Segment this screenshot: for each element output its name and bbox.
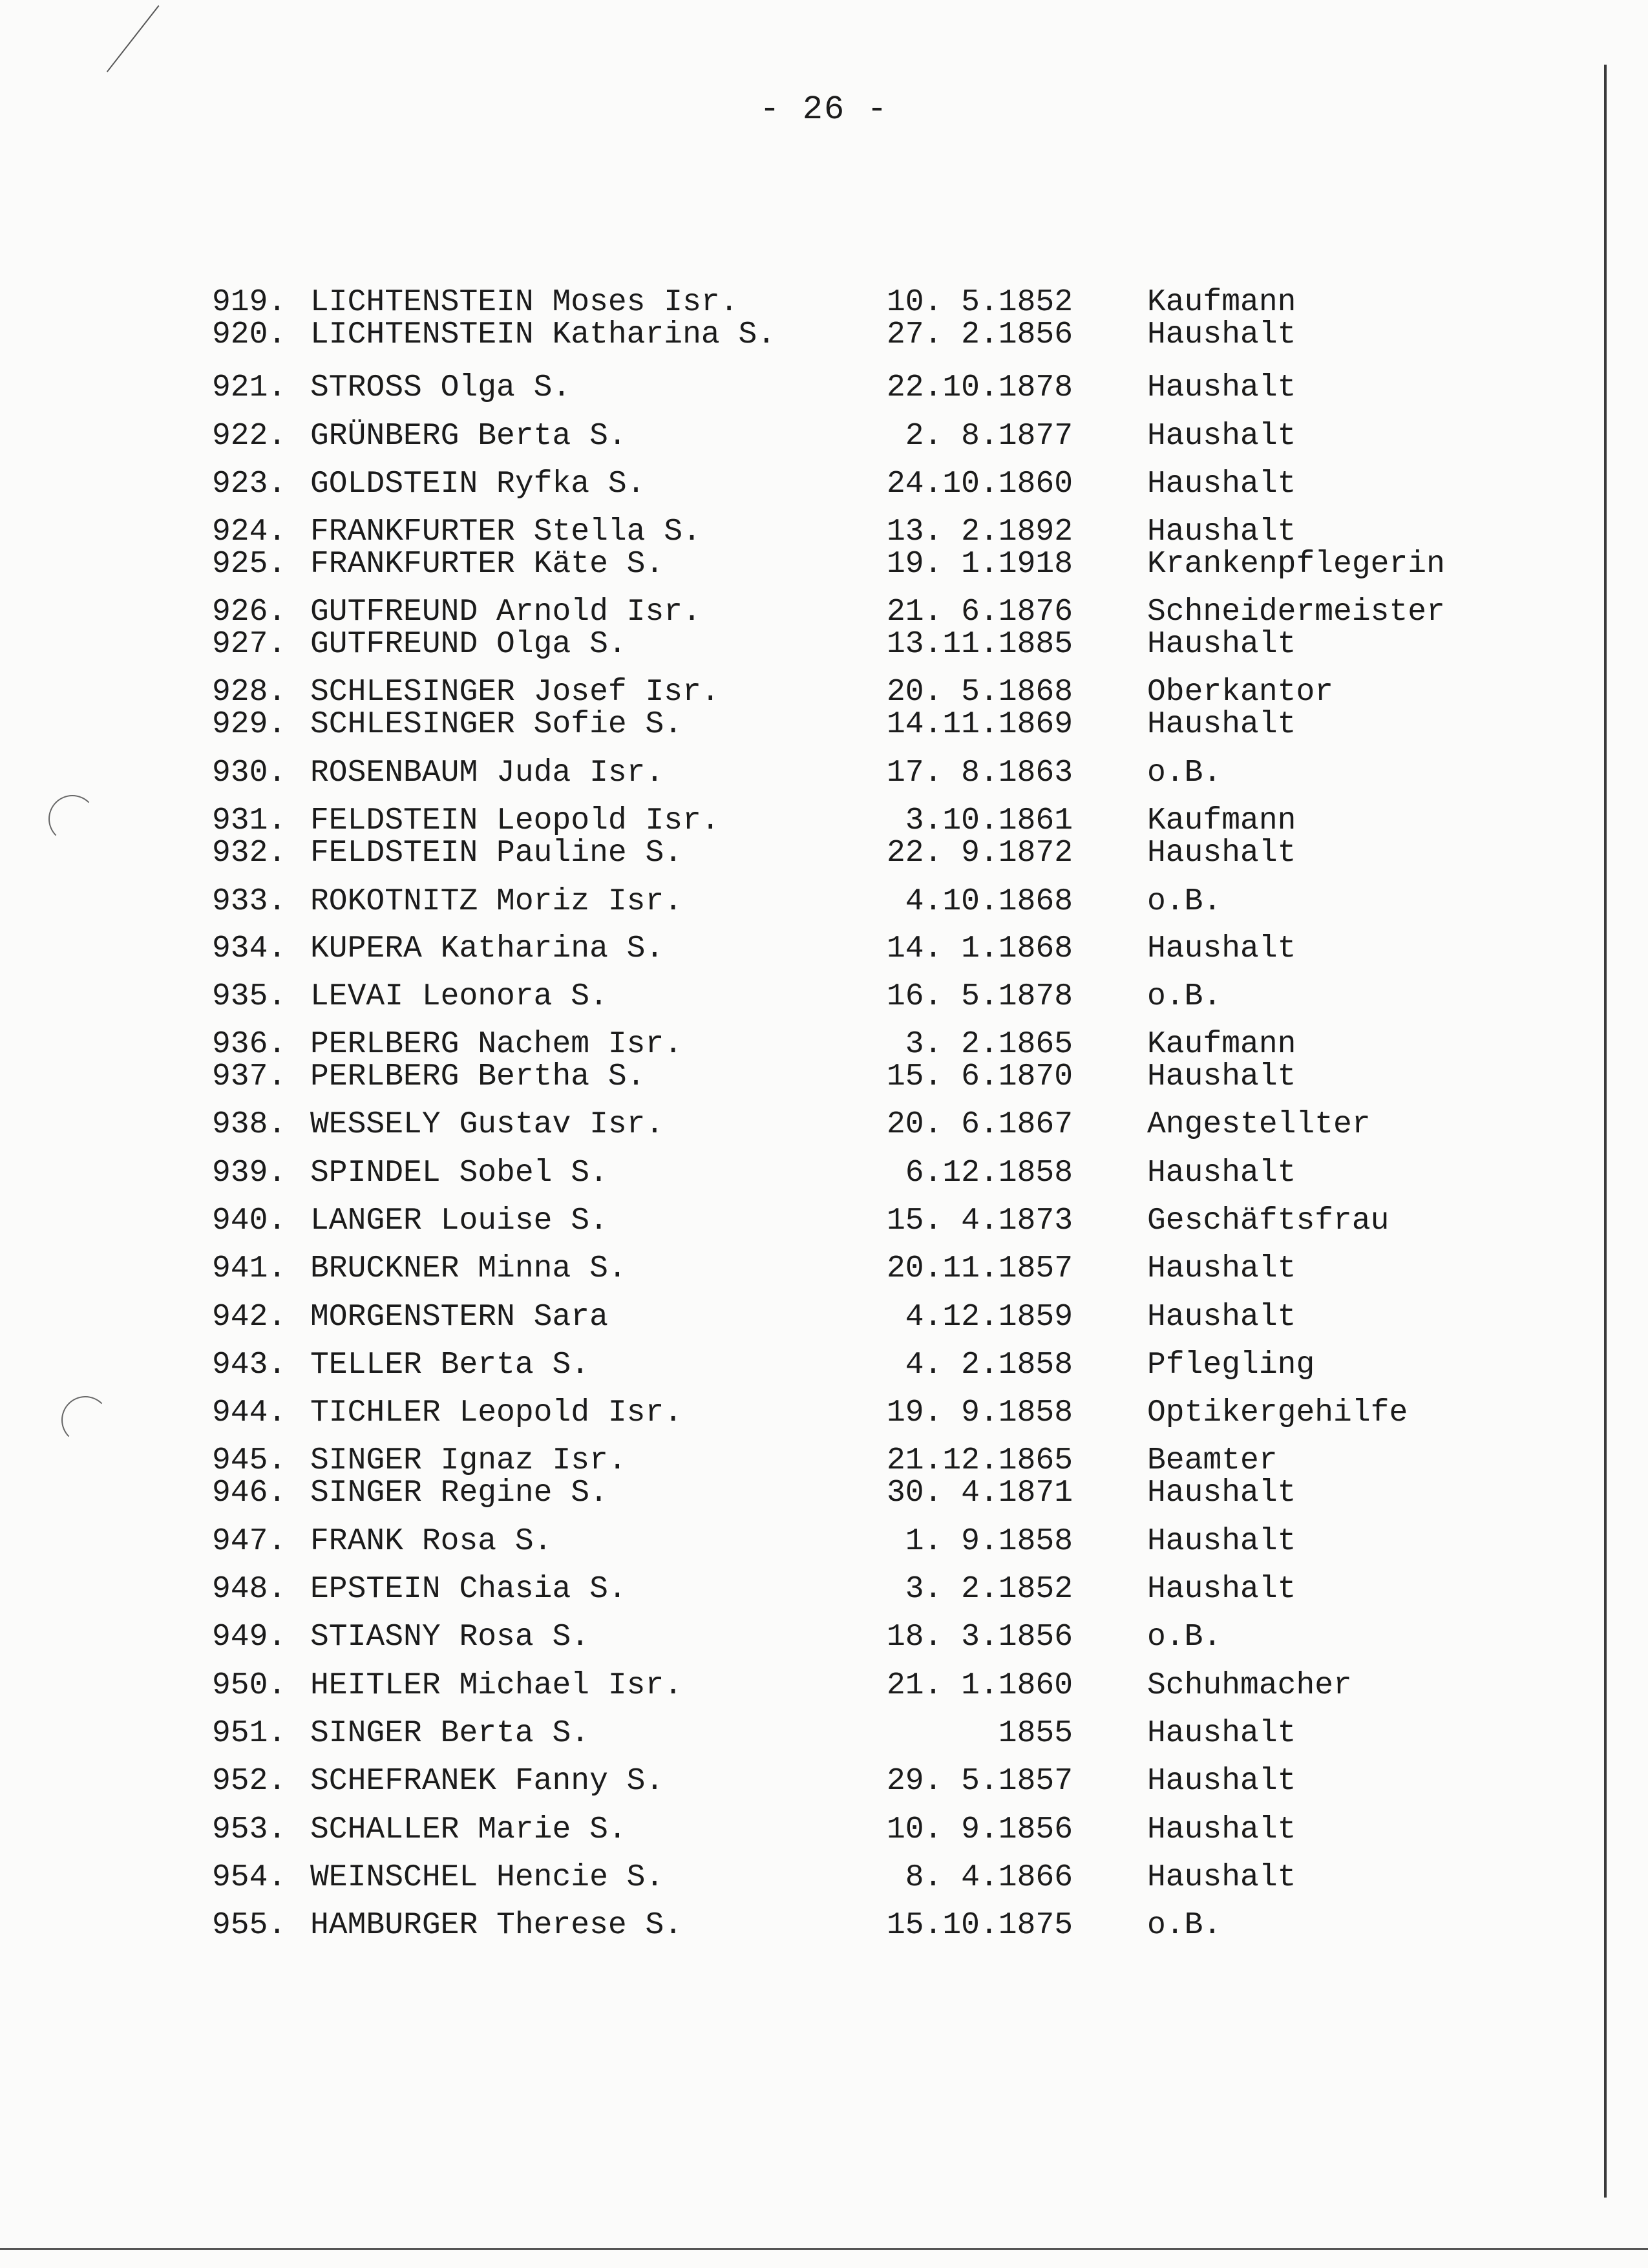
- entry-birthdate: 21. 6.1876: [886, 595, 1073, 630]
- entry-birthdate: 3. 2.1865: [905, 1027, 1073, 1062]
- entry-name: SCHLESINGER Josef Isr.: [310, 675, 720, 710]
- list-item: [0, 836, 1648, 870]
- entry-name: LANGER Louise S.: [310, 1203, 608, 1238]
- entry-name: FRANKFURTER Stella S.: [310, 514, 701, 549]
- entry-number: 922.: [212, 419, 287, 454]
- entry-number: 953.: [212, 1812, 287, 1847]
- entry-birthdate: 15. 6.1870: [886, 1059, 1073, 1094]
- entry-name: ROSENBAUM Juda Isr.: [310, 756, 664, 790]
- entry-name: MORGENSTERN Sara: [310, 1300, 608, 1335]
- entry-name: HAMBURGER Therese S.: [310, 1908, 683, 1943]
- list-item: [0, 1669, 1648, 1702]
- list-item: [0, 1813, 1648, 1847]
- list-item: [0, 932, 1648, 966]
- entry-name: EPSTEIN Chasia S.: [310, 1572, 627, 1607]
- entry-birthdate: 19. 1.1918: [886, 547, 1073, 582]
- entry-number: 936.: [212, 1027, 287, 1062]
- entry-number: 934.: [212, 931, 287, 966]
- entry-occupation: Haushalt: [1147, 627, 1296, 662]
- entry-birthdate: 1855: [998, 1716, 1073, 1751]
- entry-number: 946.: [212, 1476, 287, 1510]
- entry-occupation: o.B.: [1147, 1908, 1222, 1943]
- entry-number: 920.: [212, 317, 287, 352]
- entry-birthdate: 19. 9.1858: [886, 1395, 1073, 1430]
- list-item: [0, 1573, 1648, 1606]
- entry-birthdate: 16. 5.1878: [886, 979, 1073, 1014]
- list-item: [0, 1028, 1648, 1061]
- entry-name: LEVAI Leonora S.: [310, 979, 608, 1014]
- list-item: [0, 1348, 1648, 1382]
- entry-name: LICHTENSTEIN Katharina S.: [310, 317, 776, 352]
- list-item: [0, 547, 1648, 581]
- entry-occupation: Haushalt: [1147, 1476, 1296, 1510]
- entry-birthdate: 2. 8.1877: [905, 419, 1073, 454]
- list-item: [0, 628, 1648, 661]
- list-item: [0, 318, 1648, 352]
- entry-birthdate: 4. 2.1858: [905, 1348, 1073, 1383]
- entry-name: ROKOTNITZ Moriz Isr.: [310, 884, 683, 919]
- list-item: [0, 980, 1648, 1013]
- entry-name: WESSELY Gustav Isr.: [310, 1107, 664, 1142]
- entry-birthdate: 21. 1.1860: [886, 1668, 1073, 1703]
- entry-occupation: o.B.: [1147, 1620, 1222, 1655]
- entry-occupation: Haushalt: [1147, 419, 1296, 454]
- entry-occupation: Haushalt: [1147, 1251, 1296, 1286]
- entry-name: TELLER Berta S.: [310, 1348, 590, 1383]
- list-item: [0, 1300, 1648, 1334]
- entry-name: FRANKFURTER Käte S.: [310, 547, 664, 582]
- entry-occupation: Haushalt: [1147, 1524, 1296, 1559]
- entry-name: STIASNY Rosa S.: [310, 1620, 590, 1655]
- entry-birthdate: 22.10.1878: [886, 370, 1073, 405]
- entry-number: 939.: [212, 1156, 287, 1191]
- entry-birthdate: 1. 9.1858: [905, 1524, 1073, 1559]
- entry-number: 945.: [212, 1443, 287, 1478]
- entry-occupation: Schuhmacher: [1147, 1668, 1352, 1703]
- entry-birthdate: 20.11.1857: [886, 1251, 1073, 1286]
- list-item: [0, 1717, 1648, 1750]
- entry-occupation: Angestellter: [1147, 1107, 1371, 1142]
- entry-name: STROSS Olga S.: [310, 370, 571, 405]
- entry-number: 928.: [212, 675, 287, 710]
- entry-number: 937.: [212, 1059, 287, 1094]
- entry-name: SINGER Berta S.: [310, 1716, 590, 1751]
- entry-occupation: Haushalt: [1147, 514, 1296, 549]
- entry-number: 941.: [212, 1251, 287, 1286]
- entry-birthdate: 20. 6.1867: [886, 1107, 1073, 1142]
- entry-birthdate: 13. 2.1892: [886, 514, 1073, 549]
- entry-name: FRANK Rosa S.: [310, 1524, 553, 1559]
- entry-occupation: Haushalt: [1147, 1860, 1296, 1895]
- list-item: [0, 1396, 1648, 1430]
- entry-birthdate: 14. 1.1868: [886, 931, 1073, 966]
- entry-occupation: Geschäftsfrau: [1147, 1203, 1389, 1238]
- entry-number: 923.: [212, 467, 287, 502]
- entry-birthdate: 6.12.1858: [905, 1156, 1073, 1191]
- list-item: [0, 419, 1648, 453]
- entry-number: 929.: [212, 707, 287, 742]
- page-number: - 26 -: [759, 90, 889, 129]
- entry-number: 944.: [212, 1395, 287, 1430]
- list-item: [0, 515, 1648, 549]
- entry-number: 947.: [212, 1524, 287, 1559]
- entry-occupation: Krankenpflegerin: [1147, 547, 1445, 582]
- entry-birthdate: 20. 5.1868: [886, 675, 1073, 710]
- entry-birthdate: 3.10.1861: [905, 803, 1073, 838]
- list-item: [0, 1156, 1648, 1190]
- entry-number: 952.: [212, 1764, 287, 1799]
- entry-occupation: Haushalt: [1147, 467, 1296, 502]
- entry-name: HEITLER Michael Isr.: [310, 1668, 683, 1703]
- entry-occupation: Kaufmann: [1147, 803, 1296, 838]
- entry-number: 949.: [212, 1620, 287, 1655]
- entry-number: 925.: [212, 547, 287, 582]
- entry-number: 921.: [212, 370, 287, 405]
- list-item: [0, 371, 1648, 405]
- entry-occupation: o.B.: [1147, 884, 1222, 919]
- entry-name: KUPERA Katharina S.: [310, 931, 664, 966]
- entry-occupation: Haushalt: [1147, 317, 1296, 352]
- entry-name: SCHALLER Marie S.: [310, 1812, 627, 1847]
- entry-number: 942.: [212, 1300, 287, 1335]
- entry-name: SCHLESINGER Sofie S.: [310, 707, 683, 742]
- entry-number: 926.: [212, 595, 287, 630]
- entry-name: PERLBERG Nachem Isr.: [310, 1027, 683, 1062]
- entry-name: WEINSCHEL Hencie S.: [310, 1860, 664, 1895]
- entry-name: TICHLER Leopold Isr.: [310, 1395, 683, 1430]
- list-item: [0, 1204, 1648, 1238]
- entry-occupation: Haushalt: [1147, 836, 1296, 871]
- entry-occupation: Haushalt: [1147, 1572, 1296, 1607]
- entry-occupation: Haushalt: [1147, 1716, 1296, 1751]
- entry-occupation: Pflegling: [1147, 1348, 1315, 1383]
- list-item: [0, 885, 1648, 918]
- entry-number: 948.: [212, 1572, 287, 1607]
- entry-birthdate: 13.11.1885: [886, 627, 1073, 662]
- entry-name: SPINDEL Sobel S.: [310, 1156, 608, 1191]
- entry-birthdate: 18. 3.1856: [886, 1620, 1073, 1655]
- entry-birthdate: 29. 5.1857: [886, 1764, 1073, 1799]
- list-item: [0, 1108, 1648, 1141]
- list-item: [0, 708, 1648, 741]
- entry-birthdate: 3. 2.1852: [905, 1572, 1073, 1607]
- entry-occupation: Haushalt: [1147, 1812, 1296, 1847]
- entry-name: SINGER Ignaz Isr.: [310, 1443, 627, 1478]
- entry-name: BRUCKNER Minna S.: [310, 1251, 627, 1286]
- entry-birthdate: 21.12.1865: [886, 1443, 1073, 1478]
- list-item: [0, 1476, 1648, 1510]
- entry-number: 940.: [212, 1203, 287, 1238]
- entry-birthdate: 10. 5.1852: [886, 285, 1073, 320]
- entry-birthdate: 22. 9.1872: [886, 836, 1073, 871]
- entry-number: 931.: [212, 803, 287, 838]
- entry-occupation: Optikergehilfe: [1147, 1395, 1408, 1430]
- list-item: [0, 756, 1648, 790]
- entry-occupation: Kaufmann: [1147, 1027, 1296, 1062]
- entry-birthdate: 14.11.1869: [886, 707, 1073, 742]
- entry-birthdate: 27. 2.1856: [886, 317, 1073, 352]
- list-item: [0, 1252, 1648, 1286]
- entry-occupation: Haushalt: [1147, 931, 1296, 966]
- list-item: [0, 1525, 1648, 1558]
- entry-birthdate: 30. 4.1871: [886, 1476, 1073, 1510]
- entry-name: PERLBERG Bertha S.: [310, 1059, 646, 1094]
- entry-birthdate: 17. 8.1863: [886, 756, 1073, 790]
- entry-name: LICHTENSTEIN Moses Isr.: [310, 285, 739, 320]
- entry-number: 955.: [212, 1908, 287, 1943]
- entry-occupation: Haushalt: [1147, 1156, 1296, 1191]
- entry-number: 933.: [212, 884, 287, 919]
- entry-occupation: o.B.: [1147, 979, 1222, 1014]
- entry-name: FELDSTEIN Leopold Isr.: [310, 803, 720, 838]
- entry-occupation: Kaufmann: [1147, 285, 1296, 320]
- entry-occupation: o.B.: [1147, 756, 1222, 790]
- list-item: [0, 1060, 1648, 1094]
- list-item: [0, 595, 1648, 629]
- entry-occupation: Haushalt: [1147, 1300, 1296, 1335]
- entry-number: 950.: [212, 1668, 287, 1703]
- entry-name: GUTFREUND Olga S.: [310, 627, 627, 662]
- entry-name: GRÜNBERG Berta S.: [310, 419, 627, 454]
- entry-number: 919.: [212, 285, 287, 320]
- entry-number: 943.: [212, 1348, 287, 1383]
- entry-occupation: Haushalt: [1147, 1059, 1296, 1094]
- list-item: [0, 1765, 1648, 1798]
- entry-occupation: Haushalt: [1147, 1764, 1296, 1799]
- entry-occupation: Oberkantor: [1147, 675, 1334, 710]
- entry-occupation: Haushalt: [1147, 370, 1296, 405]
- entry-number: 932.: [212, 836, 287, 871]
- entry-name: FELDSTEIN Pauline S.: [310, 836, 683, 871]
- entry-occupation: Schneidermeister: [1147, 595, 1445, 630]
- entry-occupation: Beamter: [1147, 1443, 1278, 1478]
- entry-number: 935.: [212, 979, 287, 1014]
- entry-number: 954.: [212, 1860, 287, 1895]
- entry-birthdate: 15.10.1875: [886, 1908, 1073, 1943]
- entry-name: SCHEFRANEK Fanny S.: [310, 1764, 664, 1799]
- entry-birthdate: 15. 4.1873: [886, 1203, 1073, 1238]
- entry-name: SINGER Regine S.: [310, 1476, 608, 1510]
- list-item: [0, 804, 1648, 838]
- list-item: [0, 1444, 1648, 1478]
- list-item: [0, 1909, 1648, 1942]
- list-item: [0, 675, 1648, 709]
- entry-name: GOLDSTEIN Ryfka S.: [310, 467, 646, 502]
- entry-number: 951.: [212, 1716, 287, 1751]
- entry-birthdate: 10. 9.1856: [886, 1812, 1073, 1847]
- entry-birthdate: 24.10.1860: [886, 467, 1073, 502]
- entry-birthdate: 4.10.1868: [905, 884, 1073, 919]
- entry-name: GUTFREUND Arnold Isr.: [310, 595, 701, 630]
- entry-number: 938.: [212, 1107, 287, 1142]
- list-item: [0, 286, 1648, 319]
- list-item: [0, 1620, 1648, 1654]
- entry-number: 930.: [212, 756, 287, 790]
- entry-birthdate: 8. 4.1866: [905, 1860, 1073, 1895]
- entry-number: 927.: [212, 627, 287, 662]
- entry-number: 924.: [212, 514, 287, 549]
- entry-occupation: Haushalt: [1147, 707, 1296, 742]
- list-item: [0, 467, 1648, 501]
- entry-birthdate: 4.12.1859: [905, 1300, 1073, 1335]
- list-item: [0, 1861, 1648, 1894]
